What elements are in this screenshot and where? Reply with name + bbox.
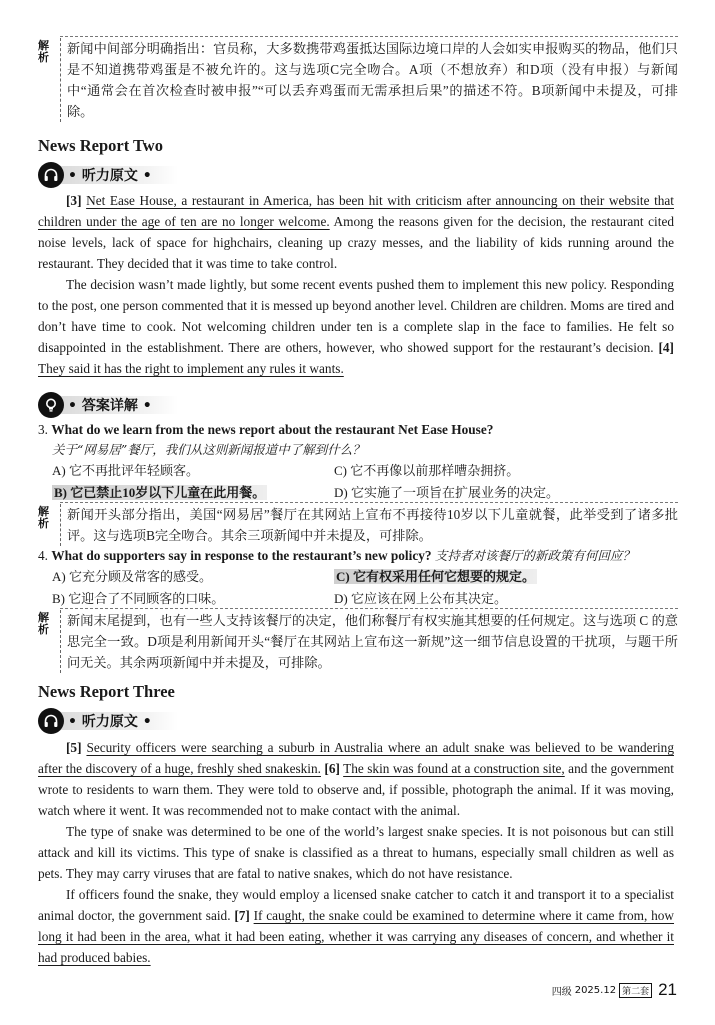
- section-title-report-two: News Report Two: [38, 136, 163, 155]
- transcript-text: The decision wasn’t made lightly, but some recent events pushed them to implement this new policy. Responding to the post, one person commented that it is messed up beyond another level. Children are children. Moms are tired and don’t have time to cook. Not welcoming children under ten is a complete slap in the face to families. He felt so disappointed in the establishment. There are others, however, who showed support for the restaurant’s decision.: [38, 277, 674, 355]
- question-translation: 支持者对该餐厅的新政策有何回应？: [434, 548, 635, 563]
- transcript-paragraph: [38, 737, 674, 821]
- section-title-report-three: News Report Three: [38, 682, 175, 701]
- footer-part: 第二套: [619, 983, 652, 998]
- underlined-sentence: The skin was found at a construction site,: [343, 761, 565, 776]
- footer-issue: 2025.12: [574, 984, 617, 996]
- option-d: D) 它应该在网上公布其决定。: [334, 591, 507, 606]
- transcript-text: If officers found the snake, they would employ a licensed snake catcher to catch it and transport it to a specialist animal doctor, the government said.: [38, 887, 674, 923]
- transcript-paragraph: [38, 821, 674, 884]
- answer-marker: [4]: [658, 340, 674, 355]
- dashed-divider: [60, 502, 678, 503]
- page-number: 21: [658, 980, 677, 999]
- answer-marker: [7]: [234, 908, 250, 923]
- transcript-heading: [38, 162, 152, 188]
- question-3: [38, 420, 678, 440]
- underlined-sentence: They said it has the right to implement any rules it wants.: [38, 361, 344, 376]
- question-4-options: [52, 566, 652, 610]
- dashed-divider: [60, 608, 678, 609]
- analysis-text: 新闻中间部分明确指出：官员称，大多数携带鸡蛋抵达国际边境口岸的人会如实申报购买的物品，他们只是不知道携带鸡蛋是不被允许的。这与选项C完全吻合。A项（不想放弃）和D项（没有申报）与新闻中“通常会在首次检查时被申报”“可以丢弃鸡蛋而无需承担后果”的描述不符。B项新闻中未提及，可排除。: [60, 38, 678, 122]
- transcript-text: and the government wrote to residents to warn them. They were told to observe and, if possible, photograph the animal. If it was moving, watch where it went. It was recommended not to make contact with the animal.: [38, 761, 674, 818]
- transcript-text: The type of snake was determined to be one of the world’s largest snake species. It is not poisonous but can still attack and kill its victims. This type of snake is classified as a threat to humans, especially small children as well as pets. They may carry viruses that are fatal to native snakes, which do not have resistance.: [38, 824, 674, 881]
- underlined-sentence: If caught, the snake could be examined to determine where it came from, how long it had been in the area, what it had been eating, whether it was carrying any diseases of concern, and whether it had produced babies.: [38, 908, 675, 965]
- underlined-sentence: Security officers were searching a suburb in Australia where an adult snake was believed to be wandering after the discovery of a huge, freshly shed snakeskin.: [38, 740, 674, 776]
- transcript-label: • 听力原文 •: [68, 714, 152, 730]
- question-number: 3.: [38, 422, 48, 437]
- dashed-divider: [60, 36, 678, 37]
- answer-marker: [6]: [324, 761, 340, 776]
- headphones-icon: [38, 162, 64, 188]
- question-4: [38, 546, 678, 566]
- transcript-paragraph: [38, 274, 674, 379]
- transcript-paragraph: [38, 190, 674, 274]
- analysis-block-q3: [38, 504, 678, 546]
- question-3-translation: 关于“网易居”餐厅，我们从这则新闻报道中了解到什么？: [52, 442, 365, 457]
- question-3-options: [52, 460, 652, 504]
- question-text: What do supporters say in response to the restaurant’s new policy?: [51, 548, 432, 563]
- option-c: C) 它不再像以前那样嘈杂拥挤。: [334, 463, 520, 478]
- question-number: 4.: [38, 548, 48, 563]
- footer-level: 四级: [551, 986, 572, 998]
- option-d: D) 它实施了一项旨在扩展业务的决定。: [334, 485, 559, 500]
- analysis-tag: 解析: [38, 505, 49, 530]
- option-b: B) 它迎合了不同顾客的口味。: [52, 591, 225, 606]
- analysis-block-q4: [38, 610, 678, 673]
- answers-label: • 答案详解 •: [68, 398, 152, 414]
- transcript-text: Among the reasons given for the decision, the restaurant cited noise levels, lack of space for highchairs, cleaning up crazy messes, and the liability of kids running around the restaurant. They decided that it was time to take control.: [38, 214, 674, 271]
- analysis-block-intro: [38, 38, 678, 122]
- answer-marker: [5]: [66, 740, 82, 755]
- transcript-paragraph: [38, 884, 674, 968]
- lightbulb-icon: [38, 392, 64, 418]
- analysis-text: 新闻末尾提到，也有一些人支持该餐厅的决定，他们称餐厅有权实施其想要的任何规定。这与选项 C 的意思完全一致。D项是利用新闻开头“餐厅在其网站上宣布这一新规”这一细节信息设置的干扰项，与题干所问无关。其余两项新闻中并未提及，可排除。: [60, 610, 678, 673]
- underlined-sentence: Net Ease House, a restaurant in America, has been hit with criticism after announcing on their website that children under the age of ten are no longer welcome.: [38, 193, 675, 229]
- headphones-icon: [38, 708, 64, 734]
- transcript-label: • 听力原文 •: [68, 168, 152, 184]
- page-footer: [552, 980, 677, 1000]
- transcript-heading: [38, 708, 152, 734]
- option-a: A) 它不再批评年轻顾客。: [52, 463, 199, 478]
- option-b-correct: B) 它已禁止10岁以下儿童在此用餐。: [54, 485, 266, 500]
- option-a: A) 它充分顾及常客的感受。: [52, 569, 212, 584]
- analysis-tag: 解析: [38, 611, 49, 636]
- option-c-correct: C) 它有权采用任何它想要的规定。: [336, 569, 535, 584]
- analysis-text: 新闻开头部分指出，美国“网易居”餐厅在其网站上宣布不再接待10岁以下儿童就餐，此举受到了诸多批评。这与选项B完全吻合。其余三项新闻中并未提及，可排除。: [60, 504, 678, 546]
- answer-marker: [3]: [66, 193, 82, 208]
- analysis-tag: 解析: [38, 39, 49, 64]
- question-text: What do we learn from the news report about the restaurant Net Ease House?: [51, 422, 494, 437]
- answers-heading: [38, 392, 152, 418]
